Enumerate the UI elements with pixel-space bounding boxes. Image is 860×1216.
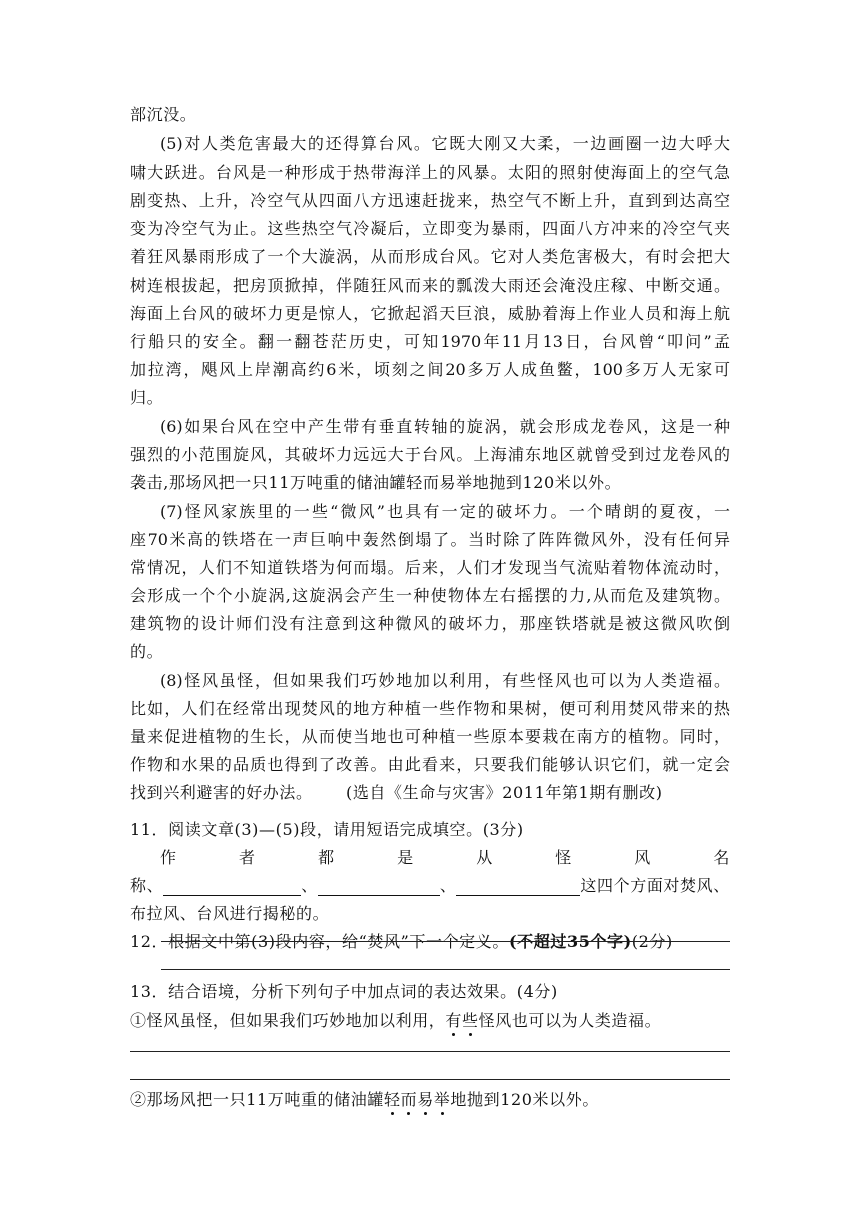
question-11-line-2: [130, 876, 730, 896]
passage-line: 比如，人们在经常出现焚风的地方种植一些作物和果树，便可利用焚风带来的热: [130, 699, 730, 718]
question-12-stem: [130, 932, 730, 952]
spread-char: 都: [318, 848, 335, 867]
question-12-score: (2分): [631, 932, 673, 951]
passage-line: 的。: [130, 642, 164, 661]
passage-line: 归。: [130, 388, 164, 407]
sentence-text: 地抛到120米以外。: [450, 1090, 599, 1109]
source-citation: (选自《生命与灾害》2011年第1期有删改): [345, 783, 663, 802]
sentence-text: ①怪风虽怪，但如果我们巧妙地加以利用，: [130, 1011, 446, 1030]
passage-line: 量来促进植物的生长，从而使当地也可种植一些原本要栽在南方的植物。同时，: [130, 727, 730, 746]
question-11-sep: 、: [301, 876, 318, 895]
passage-line: 剧变热、上升，冷空气从四面八方迅速赶拢来，热空气不断上升，直到到达高空: [130, 191, 730, 210]
passage-line: 海面上台风的破坏力更是惊人，它掀起滔天巨浪，威胁着海上作业人员和海上航: [130, 304, 730, 323]
passage-line: 变为冷空气为止。这些热空气冷凝后，立即变为暴雨，四面八方冲来的冷空气夹: [130, 219, 730, 238]
dotted-char: 有: [445, 1011, 463, 1030]
question-11-stem: 11．阅读文章(3)—(5)段，请用短语完成填空。(3分): [130, 820, 524, 839]
passage-line: 常情况，人们不知道铁塔为何而塌。后来，人们才发现当气流贴着物体流动时，: [130, 558, 730, 577]
passage-line: 建筑物的设计师们没有注意到这种微风的破坏力，那座铁塔就是被这微风吹倒: [130, 614, 730, 633]
passage-line: 强烈的小范围旋风，其破坏力远远大于台风。上海浦东地区就曾受到过龙卷风的: [130, 445, 730, 464]
passage-line: 座70米高的铁塔在一声巨响中轰然倒塌了。当时除了阵阵微风外，没有任何异: [130, 530, 730, 549]
passage-line: 部沉没。: [130, 105, 197, 124]
passage-line: 加拉湾，飓风上岸潮高约6米，顷刻之间20多万人成鱼鳖，100多万人无家可: [130, 360, 730, 379]
spread-char: 风: [634, 848, 651, 867]
passage-line: 行船只的安全。翻一翻苍茫历史，可知1970年11月13日，台风曾“叩问”孟: [130, 332, 730, 351]
question-11-text: 称、: [130, 876, 164, 895]
question-13-sentence-1: [130, 1011, 730, 1031]
question-11-line-1: [160, 848, 730, 868]
question-13-stem: 13．结合语境，分析下列句子中加点词的表达效果。(4分): [130, 982, 558, 1001]
passage-line: 作物和水果的品质也得到了改善。由此看来，只要我们能够认识它们，就一定会: [130, 755, 730, 774]
dotted-char: 而: [400, 1090, 418, 1109]
dotted-char: 易: [417, 1090, 434, 1109]
passage-line: 啸大跃进。台风是一种形成于热带海洋上的风暴。太阳的照射使海面上的空气急: [130, 163, 730, 182]
answer-blank-1[interactable]: [163, 879, 301, 896]
passage-line: 着狂风暴雨形成了一个大漩涡，从而形成台风。它对人类危害极大，有时会把大: [130, 247, 730, 266]
dotted-char: 些: [462, 1011, 479, 1030]
question-12-text: 12．根据文中第(3)段内容，给“焚风”下一个定义。: [130, 932, 509, 951]
dotted-char: 轻: [383, 1090, 401, 1109]
answer-line[interactable]: [161, 969, 730, 970]
spread-char: 是: [397, 848, 414, 867]
spread-char: 者: [239, 848, 256, 867]
passage-line: 树连根拔起，把房顶掀掉，伴随狂风而来的瓢泼大雨还会淹没庄稼、中断交通。: [130, 276, 730, 295]
passage-line: 找到兴利避害的好办法。: [130, 783, 313, 802]
question-11-sep: 、: [439, 876, 457, 895]
passage-line: 袭击,那场风把一只11万吨重的储油罐轻而易举地抛到120米以外。: [130, 473, 622, 492]
answer-blank-2[interactable]: [318, 879, 440, 896]
spread-char: 怪: [555, 848, 572, 867]
sentence-text: ②那场风把一只11万吨重的储油罐: [130, 1090, 384, 1109]
passage-line: (5)对人类危害最大的还得算台风。它既大刚又大柔，一边画圈一边大呼大: [160, 134, 730, 153]
passage-line: (7)怪风家族里的一些“微风”也具有一定的破坏力。一个晴朗的夏夜，一: [160, 502, 730, 521]
passage-line: (6)如果台风在空中产生带有垂直转轴的旋涡，就会形成龙卷风，这是一种: [160, 417, 730, 436]
question-11-text: 这四个方面对焚风、: [580, 876, 730, 895]
question-13-sentence-2: [130, 1090, 730, 1110]
answer-line[interactable]: [130, 1079, 730, 1080]
spread-char: 名: [713, 848, 730, 867]
sentence-text: 怪风也可以为人类造福。: [478, 1011, 662, 1030]
dotted-char: 举: [433, 1090, 451, 1109]
answer-line[interactable]: [161, 941, 730, 942]
passage-line: 会形成一个个小旋涡,这旋涡会产生一种使物体左右摇摆的力,从而危及建筑物。: [130, 586, 730, 605]
answer-line[interactable]: [130, 1051, 730, 1052]
spread-char: 作: [160, 848, 177, 867]
passage-last-line: [130, 783, 730, 803]
spread-char: 从: [476, 848, 493, 867]
answer-blank-3[interactable]: [456, 879, 580, 896]
passage-line: (8)怪风虽怪，但如果我们巧妙地加以利用，有些怪风也可以为人类造福。: [160, 671, 730, 690]
question-12-limit: (不超过35个字): [508, 932, 632, 951]
question-11-line-3: 布拉风、台风进行揭秘的。: [130, 904, 330, 923]
